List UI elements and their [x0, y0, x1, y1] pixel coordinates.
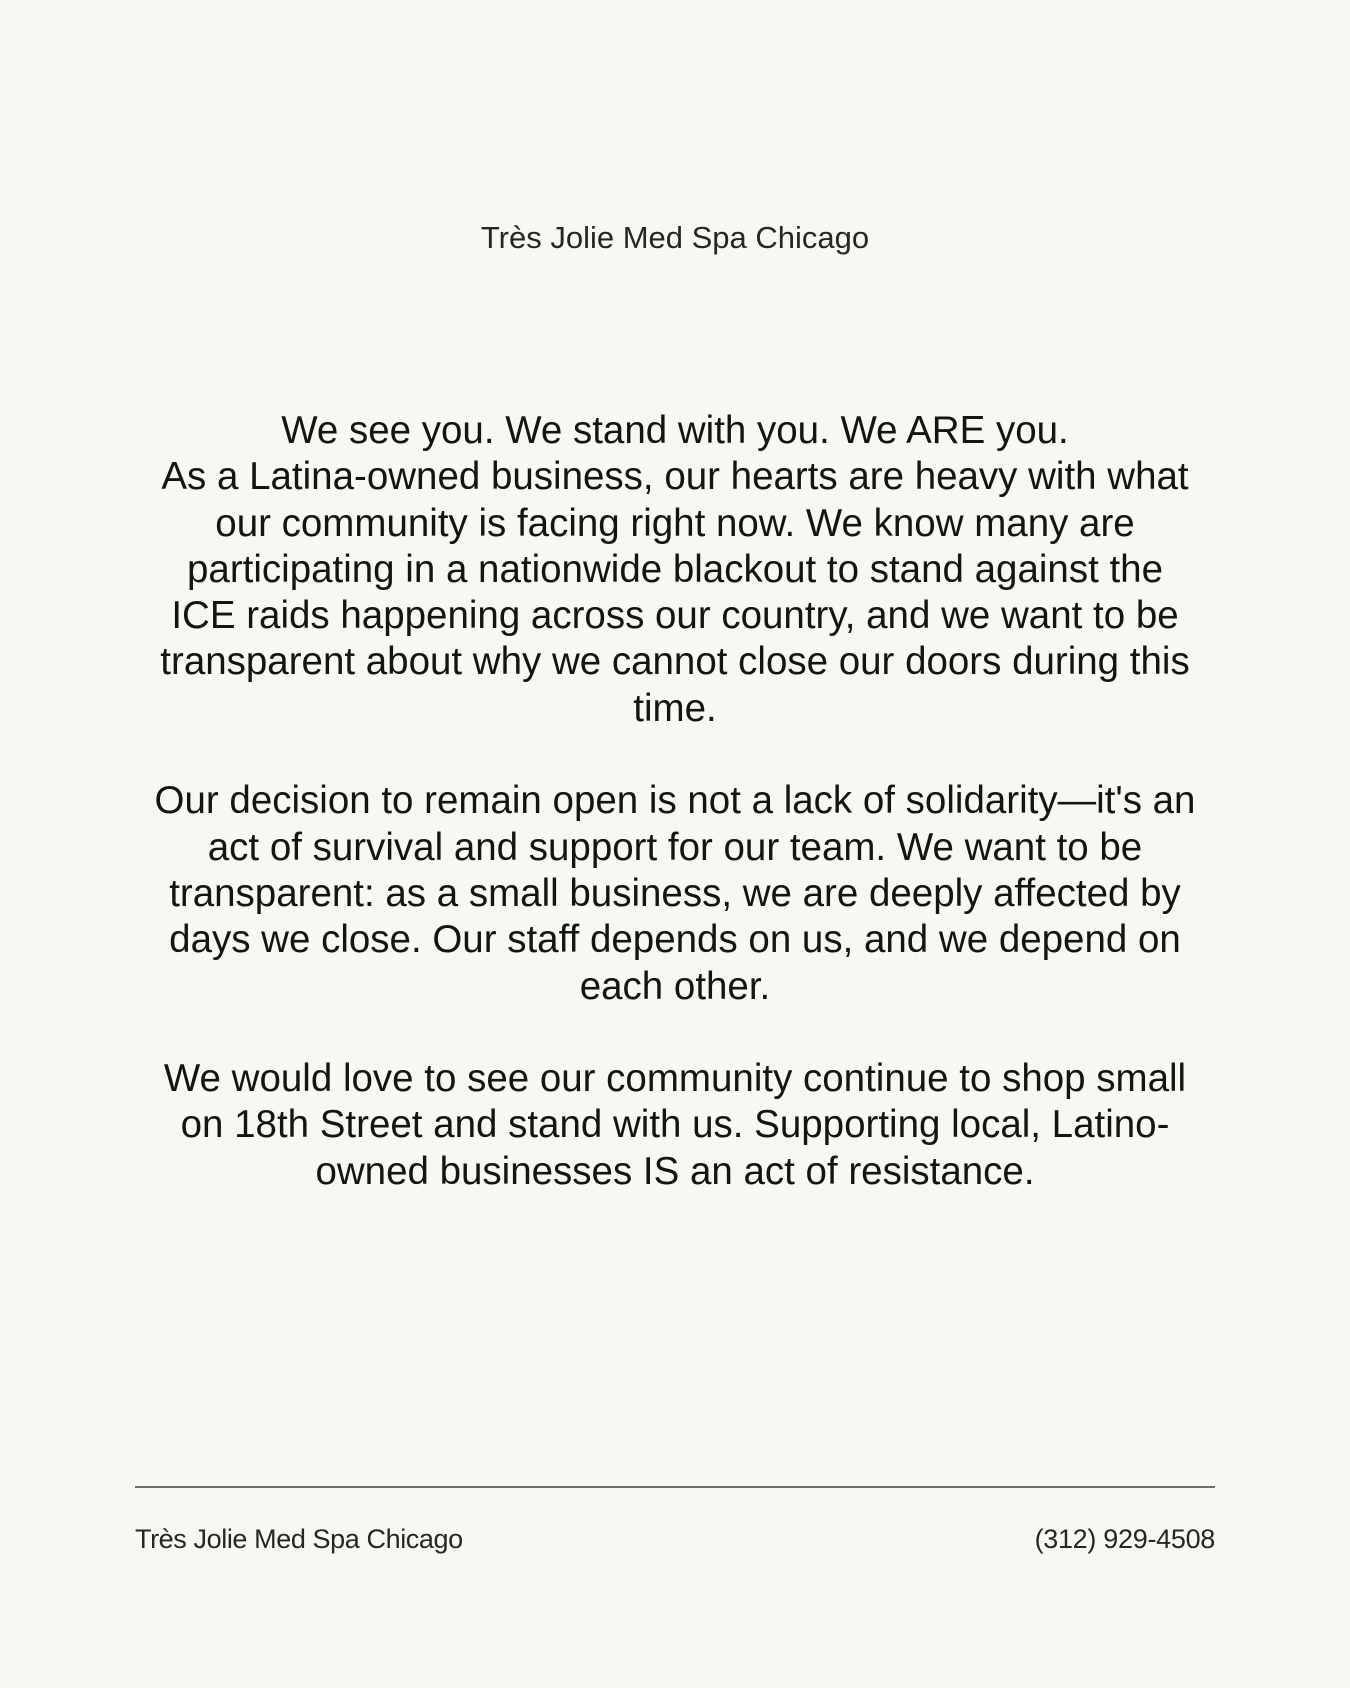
statement-paragraph [100, 1056, 1250, 1195]
statement-line: each other. [579, 964, 771, 1008]
statement-line: time. [633, 686, 717, 730]
statement-body [100, 408, 1250, 1195]
statement-line: Our decision to remain open is not a lack of solidarity—it's an [154, 779, 1196, 823]
statement-line: owned businesses IS an act of resistance. [315, 1149, 1035, 1193]
statement-line: We see you. We stand with you. We ARE you. [281, 409, 1069, 452]
statement-line: our community is facing right now. We know many are [215, 501, 1135, 545]
statement-line: transparent: as a small business, we are deeply affected by [169, 871, 1181, 915]
statement-paragraph [100, 778, 1250, 1009]
statement-paragraph [100, 408, 1250, 732]
statement-line: As a Latina-owned business, our hearts are heavy with what [161, 455, 1189, 499]
statement-line: ICE raids happening across our country, and we want to be [171, 594, 1179, 638]
statement-line: We would love to see our community continue to shop small [163, 1057, 1187, 1101]
header-business-name: Très Jolie Med Spa Chicago [480, 220, 870, 255]
footer-divider [135, 1486, 1215, 1488]
statement-line: act of survival and support for our team. We want to be [207, 825, 1143, 869]
statement-line: transparent about why we cannot close our doors during this [160, 640, 1190, 684]
statement-line: on 18th Street and stand with us. Supporting local, Latino- [180, 1103, 1170, 1147]
statement-line: days we close. Our staff depends on us, and we depend on [169, 918, 1181, 962]
footer-phone-number[interactable]: (312) 929-4508 [1034, 1524, 1215, 1554]
footer-business-name: Très Jolie Med Spa Chicago [135, 1524, 463, 1554]
statement-line: participating in a nationwide blackout to stand against the [187, 547, 1163, 591]
